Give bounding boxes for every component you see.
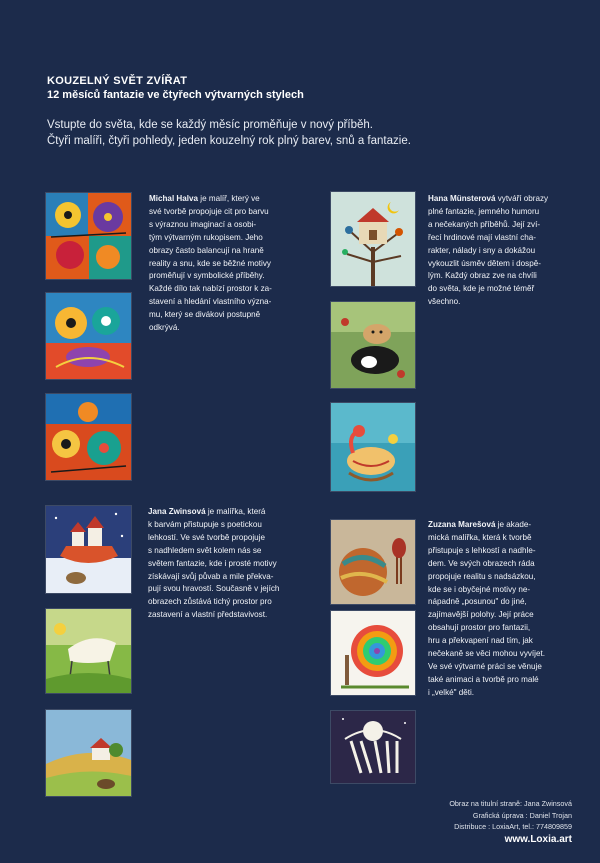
website-link[interactable]: www.Loxia.art xyxy=(504,834,572,845)
artist-name: Michal Halva xyxy=(149,194,199,203)
bio-jana-zwinsova: Jana Zwinsová je malířka, která k barvám přistupuje s poetickou lehkostí. Ve své tvorbě propojuje s nadhledem svět kolem nás se světem fantazie, kde i prosté motivy získávají svůj půvab a mile překva- pují svou hravostí. Současně v jejích obrazech zůstává tichý prostor pro zastavení a vlastní představivost. xyxy=(148,507,280,620)
bio-zuzana-maresova: Zuzana Marešová je akade- mická malířka, která k tvorbě přistupuje s lehkostí a nadhle- dem. Ve svých obrazech ráda propojuje realitu s nadsázkou, kde se i obyčejné motivy ne- nápadně „posunou" do jiné, zajímavější polohy. Její práce obsahují prostor pro fantazii, hru a překvapení nad tím, jak nečekaně se věci mohou vyvíjet. Ve své výtvarné práci se věnuje také animaci a tvorbě pro malé i „velké" děti. xyxy=(428,520,545,697)
artwork-zwinsova-3 xyxy=(45,709,132,797)
intro-line-2: Čtyři malíři, čtyři pohledy, jeden kouzelný rok plný barev, snů a fantazie. xyxy=(47,134,411,147)
artist-name: Jana Zwinsová xyxy=(148,507,206,516)
artwork-munsterova-3 xyxy=(330,402,416,492)
page-subtitle: 12 měsíců fantazie ve čtyřech výtvarných stylech xyxy=(47,89,304,101)
credit-distribution: Distribuce : LoxiaArt, tel.: 774809859 xyxy=(454,822,572,831)
artwork-halva-3 xyxy=(45,393,132,481)
intro-line-1: Vstupte do světa, kde se každý měsíc proměňuje v nový příběh. xyxy=(47,119,374,131)
artwork-munsterova-1 xyxy=(330,191,416,287)
artwork-munsterova-2 xyxy=(330,301,416,389)
page-title: KOUZELNÝ SVĚT ZVÍŘAT xyxy=(47,75,188,87)
artist-name: Zuzana Marešová xyxy=(428,520,496,529)
artwork-halva-1 xyxy=(45,192,132,280)
artwork-zwinsova-2 xyxy=(45,608,132,694)
artwork-maresova-1 xyxy=(330,519,416,605)
credit-design: Grafická úprava : Daniel Trojan xyxy=(472,810,572,820)
artwork-zwinsova-1 xyxy=(45,505,132,594)
artwork-halva-2 xyxy=(45,292,132,380)
artist-name: Hana Münsterová xyxy=(428,194,496,203)
header xyxy=(47,74,567,149)
credits xyxy=(449,798,572,833)
artwork-maresova-2 xyxy=(330,610,416,696)
bio-michal-halva: Michal Halva je malíř, který ve své tvorbě propojuje cit pro barvu s výraznou imaginací a osobi- tým výtvarným rukopisem. Jeho obrazy často balancují na hraně reality a snu, kde se běžné motivy proměňují v symbolické příběhy. Každé dílo tak nabízí prostor k za- stavení a hledání vlastního význa- mu, který se divákovi postupně odkrývá. xyxy=(149,194,272,333)
bio-hana-munsterova: Hana Münsterová vytváří obrazy plné fantazie, jemného humoru a nečekaných příběhů. Její zví- řecí hrdinové mají vlastní cha- rakter, nálady i sny a dokážou vykouzlit úsměv dětem i dospě- lým. Každý obraz zve na chvíli do světa, kde je možné téměř všechno. xyxy=(428,194,549,307)
artwork-maresova-3 xyxy=(330,710,416,784)
credit-cover: Obraz na titulní straně: Jana Zwinsová xyxy=(449,799,572,808)
